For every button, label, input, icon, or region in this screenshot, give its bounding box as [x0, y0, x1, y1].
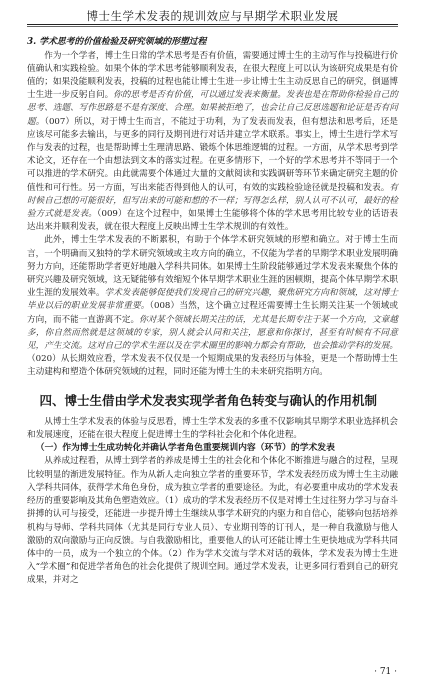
interview-quote: 学术发表能够促使我们发现自己的研究兴趣，聚焦研究方向和领域，这对博士毕业以后的职业发展非常重要。 — [27, 288, 398, 312]
paragraph-text: 此外，博士生学术发表的不断累积，有助于个体学术研究领域的形塑和确立。对于博士生而言，一个明确而又独特的学术研究领域或主攻方向的确立，不仅能为学者的早期学术职业发展明确努力方向，还能帮助学者更好地融入学科共同体。如果博士生阶段能够通过学术发表来聚焦个体的研究兴趣及研究领域，这无疑能够有效缩短个体早期学术职业生涯的困顿期，提高个体早期学术职业生涯的发展效率。 — [27, 235, 398, 299]
paragraph-text: 作为一个学者，博士生日常的学术思考是否有价值，需要通过博士生的主动写作与投稿进行价值确认和实践检验。如果个体的学术思考能够顺利发表，在很大程度上可以认为该研究成果是有价值的；如果没能顺利发表，投稿的过程也能让博士生进一步让博士生主动反思自己的研究，倒逼博士生进一步反躬自问。 — [27, 50, 398, 101]
paragraph: 从博士生学术发表的体验与反思看，博士生学术发表的多重不仅影响其早期学术职业选择机会和发展速度，还能在很大程度上促进博士生的学科社会化和个体化进程。 — [27, 416, 398, 440]
header-rule — [27, 24, 398, 25]
subsection-heading: 3. 学术思考的价值检验及研究领域的形塑过程 — [27, 37, 207, 47]
header-rule-thin — [27, 26, 398, 27]
section-heading: 四、博士生借由学术发表实现学者角色转变与确认的作用机制 — [39, 392, 378, 408]
interview-quote: 你的思考是否有价值，可以通过发表来衡量。发表也是在帮助你检验自己的思考、选题、写作思路是不是有深度、合理。如果被拒绝了，也会让自己反思选题和论证是否有问题。 — [27, 90, 398, 127]
paragraph-text: （009）在这个过程中，如果博士生能够将个体的学术思考用比较专业的话语表达出来并顺利发表，就在很大程度上反映出博士生学术规训的有效性。 — [27, 208, 398, 233]
paragraph: 从养成过程看，从博士到学者的养成是博士生的社会化和个体化不断推进与融合的过程，呈现比较明显的渐进发展特征。作为从新人走向独立学者的重要环节，学术发表经历成为博士生主动融入学科共同体，获得学术角色身份，成为独立学者的重要途径。为此，有必要重申成功的学术发表经历的重要影响及其角色塑造效应。（1）成功的学术发表经历不仅是对博士生过往努力学习与奋斗拼搏的认可与接受，还能进一步提升博士生继续从事学术研究的内驱力和自信心，能够向包括培养机构与导师、学科共同体（尤其是同行专业人员）、专业期刊等的订刊人，是一种自我激励与他人激励的双向激励与正向反馈。与自我激励相比，重要他人的认可还能让博士生更快地成为学科共同体中的一员，成为一个独立的个体。（2）作为学术交流与学术对话的载体，学术发表为博士生进入“学术圈”和促进学者角色的社会化提供了规训空间。通过学术发表，让更多同行看到自己的研究成果，并对之 — [27, 456, 398, 586]
paragraph-text: （020）从长期效应看，学术发表不仅仅是一个短期成果的发表经历与体验，更是一个帮助博士生主动建构和塑造个体研究领域的过程，同时还能为博士生的未来研究指明方向。 — [27, 354, 398, 378]
body-text — [27, 36, 398, 588]
paragraph-text: （008）当然，这个确立过程还需要博士生长期关注某一个领域或方向，而不能一直游离不定。 — [27, 301, 398, 325]
paragraph — [27, 50, 398, 235]
subsection-heading: （一）作为博士生成功转化并确认学者角色重要规训内容（环节）的学术发表 — [35, 442, 335, 453]
paragraph-text: （007）所以，对于博士生而言，不能过于功利，为了发表而发表，但有想法和思考后，还是应该尽可能多去输出，与更多的同行及期刊进行对话并建立学术联系。事实上，博士生进行学术写作与发表的过程，也是帮助博士生理清思路、锻炼个体思维逻辑的过程。一方面，从学术思考到学术论文，还存在一个由想法到文本的落实过程。在更多情形下，一个好的学术思考并不等同于一个可以推进的学术研究。由此就需要个体通过大量的文献阅读和实践调研等环节来确定研究主题的价值性和可行性。另一方面，写出来能否得到他人的认可，有效的实践检验途径就是投稿和发表。 — [27, 116, 398, 193]
running-header: 博士生学术发表的规训效应与早期学术职业发展 — [86, 9, 339, 23]
paragraph — [27, 234, 398, 379]
interview-quote: 有时候自己想的可能很好，但写出来的可能和想的不一样；写得怎么样，别人认可不认可，最好的检验方式就是发表。 — [27, 182, 398, 219]
interview-quote: 你对某个领域长期关注的话，尤其是长期专注于某一个方向，文章越多，你自然而然就是这领域的专家，别人就会认同和关注，愿意和你探讨，甚至有时候有不同意见，产生交流。这对自己的学术生涯以及在学术圈里的影响力都会有帮助，也会推动学科的发展。 — [27, 314, 398, 351]
page-number: · 71 · — [374, 667, 397, 677]
